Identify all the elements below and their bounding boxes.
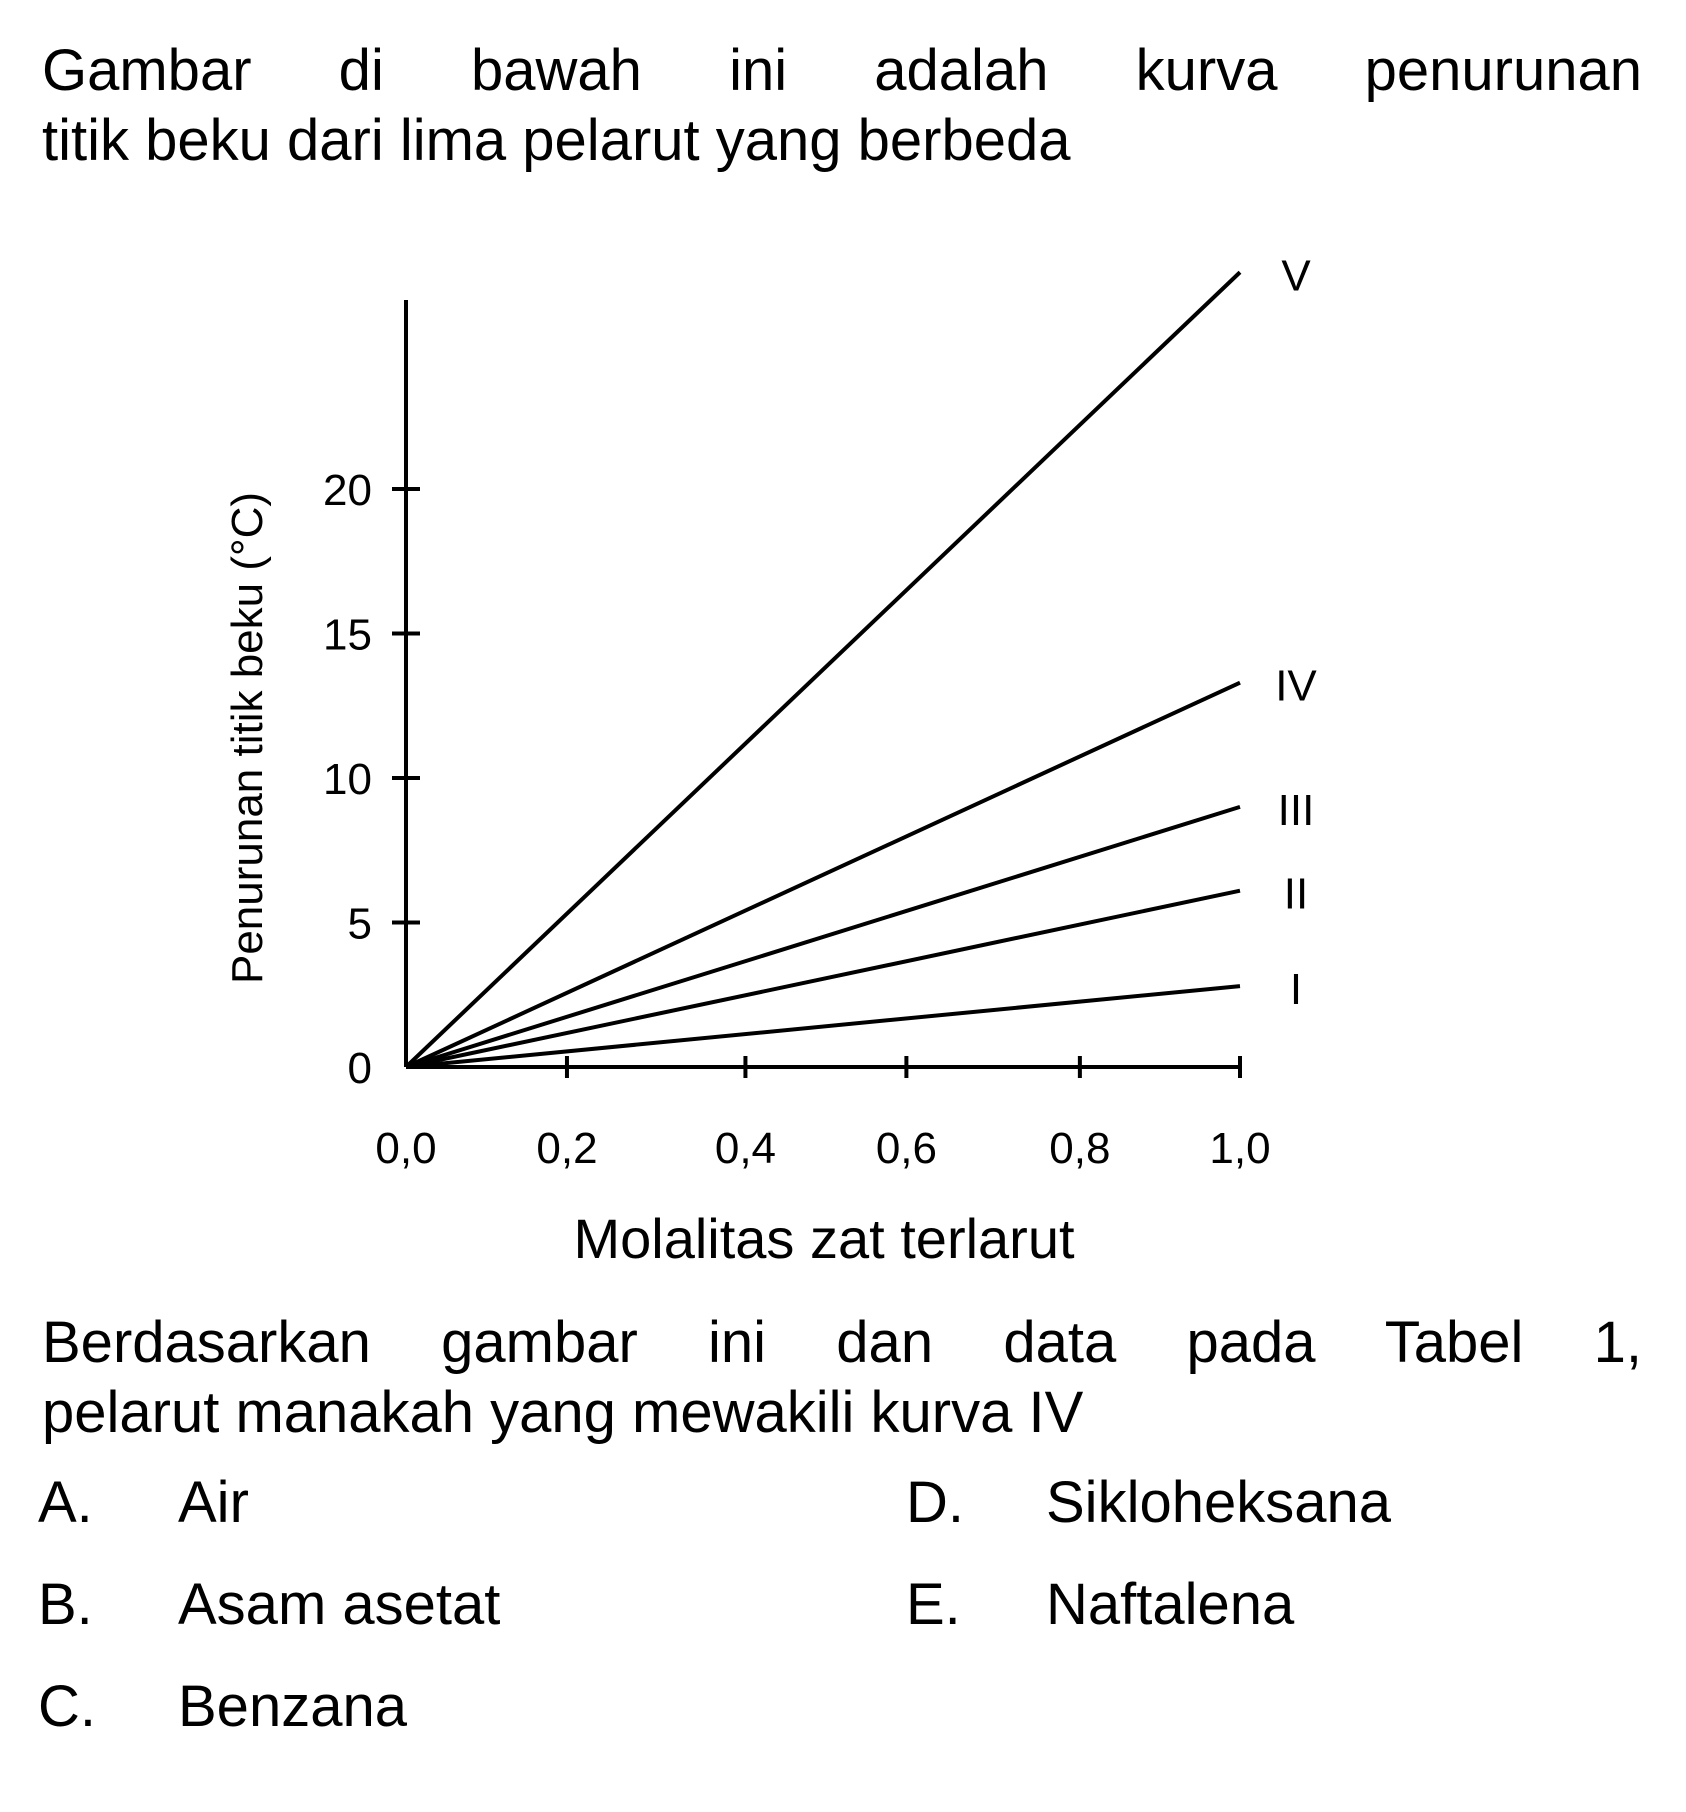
option-a-text: Air [178, 1470, 249, 1535]
y-axis-title: Penurunan titik beku (°C) [223, 491, 272, 985]
y-tick-label: 10 [323, 755, 372, 804]
y-tick-label: 15 [323, 610, 372, 660]
option-b-text: Asam asetat [178, 1572, 501, 1637]
series-label-iv: IV [1275, 661, 1317, 711]
x-tick-label: 0,0 [375, 1124, 437, 1173]
series-line-v [406, 272, 1240, 1067]
prompt-line-1: Berdasarkan gambar ini dan data pada Tabel 1, [42, 1310, 1642, 1375]
option-e-letter: E. [906, 1572, 961, 1637]
option-d-letter: D. [906, 1470, 964, 1535]
x-tick-label: 0,2 [536, 1124, 598, 1173]
option-e[interactable] [906, 1570, 1294, 1640]
intro-line-2: titik beku dari lima pelarut yang berbeda [42, 108, 1071, 173]
x-axis-title: Molalitas zat terlarut [573, 1207, 1075, 1270]
x-tick-label: 0,8 [1049, 1124, 1111, 1173]
x-tick-label: 1,0 [1209, 1124, 1271, 1173]
series-line-iv [406, 683, 1240, 1067]
chart-series [406, 272, 1240, 1067]
y-tick-label: 20 [323, 466, 372, 515]
option-c-text: Benzana [178, 1674, 407, 1739]
option-a-letter: A. [38, 1470, 93, 1535]
chart-axes [406, 300, 1240, 1067]
option-c-letter: C. [38, 1674, 96, 1739]
option-e-text: Naftalena [1046, 1572, 1295, 1637]
series-label-i: I [1289, 965, 1303, 1015]
y-tick-label: 0 [347, 1044, 372, 1093]
option-c[interactable] [38, 1672, 407, 1742]
chart-ticks [392, 489, 1240, 1078]
option-b[interactable] [38, 1570, 500, 1640]
prompt-line-2: pelarut manakah yang mewakili kurva IV [42, 1380, 1084, 1445]
option-d[interactable] [906, 1468, 1391, 1538]
series-label-v: V [1281, 251, 1311, 301]
intro-line-1: Gambar di bawah ini adalah kurva penurunan [42, 38, 1642, 103]
option-d-text: Sikloheksana [1046, 1470, 1391, 1535]
x-tick-label: 0,6 [875, 1124, 937, 1173]
y-tick-label: 5 [347, 899, 372, 949]
series-label-ii: II [1283, 869, 1309, 919]
series-line-ii [406, 891, 1240, 1067]
question-prompt [42, 1308, 1642, 1448]
option-b-letter: B. [38, 1572, 93, 1637]
series-label-iii: III [1277, 785, 1315, 835]
option-a[interactable] [38, 1468, 249, 1538]
x-tick-label: 0,4 [714, 1124, 777, 1173]
